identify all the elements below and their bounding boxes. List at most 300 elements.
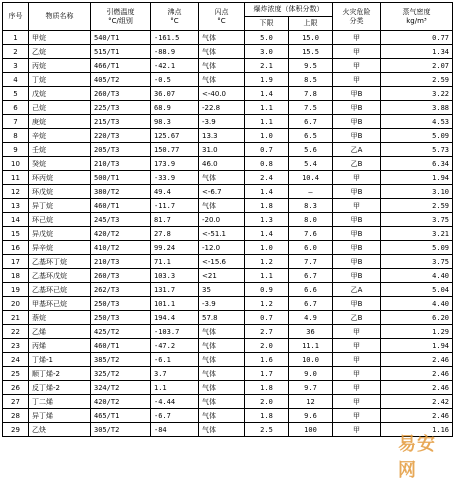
row-name: 环己烷	[29, 213, 91, 227]
table-row	[3, 311, 453, 325]
row-flash: 气体	[199, 73, 245, 87]
row-upper: 5.4	[289, 157, 333, 171]
row-lower: 1.0	[245, 129, 289, 143]
row-ignition: 500/T1	[91, 171, 151, 185]
row-ignition: 245/T3	[91, 213, 151, 227]
row-flash: -22.8	[199, 101, 245, 115]
table-row	[3, 157, 453, 171]
row-flash: 气体	[199, 409, 245, 423]
row-name: 异丁烷	[29, 199, 91, 213]
table-body	[3, 31, 453, 437]
row-name: 环戊烷	[29, 185, 91, 199]
row-flash: <21	[199, 269, 245, 283]
row-name: 庚烷	[29, 115, 91, 129]
row-vapor-density: 2.46	[381, 367, 453, 381]
row-fire-class: 甲B	[333, 101, 381, 115]
table-row	[3, 213, 453, 227]
row-flash: 气体	[199, 395, 245, 409]
table-row	[3, 59, 453, 73]
row-upper: 4.9	[289, 311, 333, 325]
row-boiling: -33.9	[151, 171, 199, 185]
row-fire-class: 甲B	[333, 213, 381, 227]
row-upper: 8.0	[289, 213, 333, 227]
table-row	[3, 129, 453, 143]
row-name: 乙基环己烷	[29, 283, 91, 297]
row-vapor-density: 1.94	[381, 339, 453, 353]
table-row	[3, 101, 453, 115]
row-boiling: 27.8	[151, 227, 199, 241]
row-boiling: -4.44	[151, 395, 199, 409]
row-upper: 8.3	[289, 199, 333, 213]
row-fire-class: 甲	[333, 339, 381, 353]
row-fire-class: 甲	[333, 31, 381, 45]
row-boiling: 71.1	[151, 255, 199, 269]
table-row	[3, 255, 453, 269]
row-name: 乙烷	[29, 45, 91, 59]
row-index: 2	[3, 45, 29, 59]
row-lower: 0.9	[245, 283, 289, 297]
row-vapor-density: 2.59	[381, 199, 453, 213]
row-vapor-density: 2.46	[381, 381, 453, 395]
row-vapor-density: 2.07	[381, 59, 453, 73]
row-boiling: 131.7	[151, 283, 199, 297]
row-index: 23	[3, 339, 29, 353]
row-boiling: 3.7	[151, 367, 199, 381]
row-boiling: 99.24	[151, 241, 199, 255]
row-flash: 气体	[199, 31, 245, 45]
row-ignition: 260/T3	[91, 269, 151, 283]
row-upper: 10.0	[289, 353, 333, 367]
row-fire-class: 甲	[333, 45, 381, 59]
row-name: 甲烷	[29, 31, 91, 45]
row-ignition: 425/T2	[91, 325, 151, 339]
row-vapor-density: 2.46	[381, 409, 453, 423]
row-index: 18	[3, 269, 29, 283]
row-upper: 11.1	[289, 339, 333, 353]
row-name: 壬烷	[29, 143, 91, 157]
row-upper: 7.7	[289, 255, 333, 269]
row-vapor-density: 5.73	[381, 143, 453, 157]
row-flash: -20.0	[199, 213, 245, 227]
header-fire-class: 火灾危险 分类	[333, 3, 381, 31]
row-lower: 1.3	[245, 213, 289, 227]
table-row	[3, 185, 453, 199]
table-row	[3, 73, 453, 87]
row-boiling: -0.5	[151, 73, 199, 87]
row-vapor-density: 1.29	[381, 325, 453, 339]
row-lower: 0.7	[245, 311, 289, 325]
table-row	[3, 115, 453, 129]
row-ignition: 220/T3	[91, 129, 151, 143]
row-ignition: 225/T3	[91, 101, 151, 115]
row-ignition: 385/T2	[91, 353, 151, 367]
row-name: 顺丁烯-2	[29, 367, 91, 381]
row-upper: 9.6	[289, 409, 333, 423]
row-index: 21	[3, 311, 29, 325]
row-lower: 2.5	[245, 423, 289, 437]
row-name: 辛烷	[29, 129, 91, 143]
row-name: 甲基环己烷	[29, 297, 91, 311]
row-index: 26	[3, 381, 29, 395]
table-row	[3, 143, 453, 157]
row-lower: 1.8	[245, 409, 289, 423]
row-vapor-density: 3.75	[381, 255, 453, 269]
row-boiling: 103.3	[151, 269, 199, 283]
row-flash: 气体	[199, 367, 245, 381]
row-lower: 1.6	[245, 353, 289, 367]
row-ignition: 260/T3	[91, 87, 151, 101]
row-lower: 5.0	[245, 31, 289, 45]
row-fire-class: 甲	[333, 325, 381, 339]
row-name: 戊烷	[29, 87, 91, 101]
row-fire-class: 甲B	[333, 185, 381, 199]
row-flash: 气体	[199, 45, 245, 59]
row-index: 24	[3, 353, 29, 367]
row-ignition: 515/T1	[91, 45, 151, 59]
row-name: 异戊烷	[29, 227, 91, 241]
row-index: 15	[3, 227, 29, 241]
row-lower: 3.0	[245, 45, 289, 59]
row-lower: 1.2	[245, 255, 289, 269]
row-ignition: 250/T3	[91, 311, 151, 325]
row-vapor-density: 0.77	[381, 31, 453, 45]
row-flash: 气体	[199, 339, 245, 353]
row-upper: 8.5	[289, 73, 333, 87]
row-index: 25	[3, 367, 29, 381]
row-fire-class: 甲B	[333, 255, 381, 269]
row-flash: 气体	[199, 423, 245, 437]
row-lower: 0.8	[245, 157, 289, 171]
row-ignition: 215/T3	[91, 115, 151, 129]
row-flash: 13.3	[199, 129, 245, 143]
row-ignition: 250/T3	[91, 297, 151, 311]
row-ignition: 262/T3	[91, 283, 151, 297]
row-boiling: 81.7	[151, 213, 199, 227]
row-flash: 46.0	[199, 157, 245, 171]
row-boiling: -47.2	[151, 339, 199, 353]
header-explosion: 爆炸浓度（体积分数）	[245, 3, 333, 17]
row-index: 22	[3, 325, 29, 339]
row-index: 28	[3, 409, 29, 423]
row-flash: 气体	[199, 199, 245, 213]
row-flash: 31.0	[199, 143, 245, 157]
row-lower: 1.0	[245, 241, 289, 255]
row-vapor-density: 5.09	[381, 129, 453, 143]
row-index: 4	[3, 73, 29, 87]
row-index: 3	[3, 59, 29, 73]
row-ignition: 465/T1	[91, 409, 151, 423]
table-header	[3, 3, 453, 31]
row-vapor-density: 4.40	[381, 297, 453, 311]
row-ignition: 420/T2	[91, 227, 151, 241]
table-row	[3, 283, 453, 297]
row-name: 丁烷	[29, 73, 91, 87]
row-vapor-density: 2.59	[381, 73, 453, 87]
row-name: 乙基环丁烷	[29, 255, 91, 269]
row-flash: 气体	[199, 353, 245, 367]
header-lower: 下限	[245, 17, 289, 31]
row-flash: <-51.1	[199, 227, 245, 241]
row-fire-class: 甲B	[333, 87, 381, 101]
table-row	[3, 31, 453, 45]
row-vapor-density: 4.40	[381, 269, 453, 283]
row-fire-class: 甲	[333, 381, 381, 395]
row-ignition: 210/T3	[91, 157, 151, 171]
row-upper: 6.0	[289, 241, 333, 255]
row-vapor-density: 1.34	[381, 45, 453, 59]
row-lower: 2.0	[245, 339, 289, 353]
row-fire-class: 乙B	[333, 157, 381, 171]
row-ignition: 460/T1	[91, 199, 151, 213]
row-boiling: -103.7	[151, 325, 199, 339]
table-row	[3, 269, 453, 283]
row-lower: 2.7	[245, 325, 289, 339]
row-lower: 2.4	[245, 171, 289, 185]
table-row	[3, 171, 453, 185]
row-ignition: 324/T2	[91, 381, 151, 395]
table-row	[3, 241, 453, 255]
row-fire-class: 甲	[333, 423, 381, 437]
row-vapor-density: 5.09	[381, 241, 453, 255]
row-upper: 15.0	[289, 31, 333, 45]
row-index: 6	[3, 101, 29, 115]
row-upper: 7.5	[289, 101, 333, 115]
row-flash: <-15.6	[199, 255, 245, 269]
row-vapor-density: 3.88	[381, 101, 453, 115]
row-index: 12	[3, 185, 29, 199]
row-boiling: -6.1	[151, 353, 199, 367]
row-boiling: 68.9	[151, 101, 199, 115]
row-flash: -12.0	[199, 241, 245, 255]
header-flash: 闪点 °C	[199, 3, 245, 31]
row-fire-class: 甲B	[333, 269, 381, 283]
row-upper: 9.7	[289, 381, 333, 395]
row-boiling: 49.4	[151, 185, 199, 199]
row-ignition: 410/T2	[91, 241, 151, 255]
row-name: 环丙烷	[29, 171, 91, 185]
row-fire-class: 甲	[333, 59, 381, 73]
row-fire-class: 甲B	[333, 115, 381, 129]
row-fire-class: 甲B	[333, 297, 381, 311]
row-boiling: 194.4	[151, 311, 199, 325]
row-flash: 气体	[199, 171, 245, 185]
row-vapor-density: 1.16	[381, 423, 453, 437]
row-lower: 1.4	[245, 87, 289, 101]
row-vapor-density: 2.42	[381, 395, 453, 409]
table-row	[3, 339, 453, 353]
row-index: 9	[3, 143, 29, 157]
row-name: 丁烯-1	[29, 353, 91, 367]
table-row	[3, 87, 453, 101]
row-boiling: -6.7	[151, 409, 199, 423]
row-boiling: -84	[151, 423, 199, 437]
row-index: 14	[3, 213, 29, 227]
row-name: 异辛烷	[29, 241, 91, 255]
row-flash: -3.9	[199, 115, 245, 129]
row-ignition: 466/T1	[91, 59, 151, 73]
row-lower: 1.2	[245, 297, 289, 311]
row-index: 5	[3, 87, 29, 101]
row-ignition: 540/T1	[91, 31, 151, 45]
row-index: 1	[3, 31, 29, 45]
row-vapor-density: 3.10	[381, 185, 453, 199]
row-vapor-density: 3.75	[381, 213, 453, 227]
row-boiling: -161.5	[151, 31, 199, 45]
row-name: 乙基环戊烷	[29, 269, 91, 283]
table-row	[3, 423, 453, 437]
row-flash: -3.9	[199, 297, 245, 311]
row-fire-class: 甲	[333, 409, 381, 423]
row-ignition: 380/T2	[91, 185, 151, 199]
row-flash: 57.8	[199, 311, 245, 325]
table-row	[3, 199, 453, 213]
row-lower: 1.1	[245, 115, 289, 129]
row-upper: 15.5	[289, 45, 333, 59]
row-name: 乙烯	[29, 325, 91, 339]
row-upper: 10.4	[289, 171, 333, 185]
row-flash: <-6.7	[199, 185, 245, 199]
row-fire-class: 甲B	[333, 129, 381, 143]
row-fire-class: 甲	[333, 171, 381, 185]
row-upper: 6.7	[289, 115, 333, 129]
row-upper: 12	[289, 395, 333, 409]
row-fire-class: 乙A	[333, 283, 381, 297]
row-name: 萘烷	[29, 311, 91, 325]
row-vapor-density: 4.53	[381, 115, 453, 129]
row-vapor-density: 2.46	[381, 353, 453, 367]
row-name: 乙炔	[29, 423, 91, 437]
row-boiling: 101.1	[151, 297, 199, 311]
row-boiling: 98.3	[151, 115, 199, 129]
header-upper: 上限	[289, 17, 333, 31]
watermark-logo: 易安网	[398, 434, 436, 481]
row-ignition: 210/T3	[91, 255, 151, 269]
row-index: 11	[3, 171, 29, 185]
row-boiling: -11.7	[151, 199, 199, 213]
row-lower: 1.8	[245, 199, 289, 213]
row-index: 10	[3, 157, 29, 171]
row-fire-class: 乙B	[333, 311, 381, 325]
row-lower: 1.8	[245, 381, 289, 395]
row-index: 29	[3, 423, 29, 437]
row-flash: <-40.0	[199, 87, 245, 101]
header-boiling: 沸点 °C	[151, 3, 199, 31]
row-fire-class: 甲	[333, 395, 381, 409]
row-boiling: 36.07	[151, 87, 199, 101]
row-lower: 1.7	[245, 367, 289, 381]
table-row	[3, 45, 453, 59]
row-lower: 2.1	[245, 59, 289, 73]
row-name: 癸烷	[29, 157, 91, 171]
row-boiling: 125.67	[151, 129, 199, 143]
row-fire-class: 甲	[333, 73, 381, 87]
row-boiling: -88.9	[151, 45, 199, 59]
row-fire-class: 乙A	[333, 143, 381, 157]
row-index: 13	[3, 199, 29, 213]
row-upper: 100	[289, 423, 333, 437]
row-upper: 6.6	[289, 283, 333, 297]
row-ignition: 420/T2	[91, 395, 151, 409]
row-ignition: 405/T2	[91, 73, 151, 87]
row-lower: 1.4	[245, 185, 289, 199]
table-row	[3, 367, 453, 381]
row-upper: 6.5	[289, 129, 333, 143]
row-name: 丙烷	[29, 59, 91, 73]
table-row	[3, 227, 453, 241]
row-upper: 9.5	[289, 59, 333, 73]
row-upper: 7.8	[289, 87, 333, 101]
row-index: 16	[3, 241, 29, 255]
row-name: 异丁烯	[29, 409, 91, 423]
table-row	[3, 325, 453, 339]
row-upper: 5.6	[289, 143, 333, 157]
row-lower: 0.7	[245, 143, 289, 157]
row-vapor-density: 3.22	[381, 87, 453, 101]
row-lower: 2.0	[245, 395, 289, 409]
row-vapor-density: 6.20	[381, 311, 453, 325]
row-flash: 气体	[199, 325, 245, 339]
header-vapor-density: 蒸气密度 kg/m³	[381, 3, 453, 31]
row-upper: —	[289, 185, 333, 199]
header-index: 序号	[3, 3, 29, 31]
row-index: 27	[3, 395, 29, 409]
row-upper: 9.0	[289, 367, 333, 381]
row-boiling: 150.77	[151, 143, 199, 157]
row-name: 己烷	[29, 101, 91, 115]
row-lower: 1.4	[245, 227, 289, 241]
row-boiling: 1.1	[151, 381, 199, 395]
row-vapor-density: 5.04	[381, 283, 453, 297]
row-upper: 6.7	[289, 269, 333, 283]
row-fire-class: 甲B	[333, 241, 381, 255]
table-row	[3, 395, 453, 409]
row-boiling: 173.9	[151, 157, 199, 171]
row-fire-class: 甲	[333, 199, 381, 213]
row-upper: 6.7	[289, 297, 333, 311]
row-lower: 1.1	[245, 101, 289, 115]
header-ignition: 引燃温度 °C/组别	[91, 3, 151, 31]
row-flash: 35	[199, 283, 245, 297]
row-upper: 7.6	[289, 227, 333, 241]
table-row	[3, 297, 453, 311]
row-name: 丙烯	[29, 339, 91, 353]
row-name: 丁二烯	[29, 395, 91, 409]
table-row	[3, 353, 453, 367]
hydrocarbon-properties-table	[2, 2, 453, 437]
row-fire-class: 甲	[333, 367, 381, 381]
row-ignition: 305/T2	[91, 423, 151, 437]
row-ignition: 460/T1	[91, 339, 151, 353]
row-index: 17	[3, 255, 29, 269]
header-name: 物质名称	[29, 3, 91, 31]
row-name: 反丁烯-2	[29, 381, 91, 395]
row-lower: 1.1	[245, 269, 289, 283]
row-upper: 36	[289, 325, 333, 339]
row-ignition: 325/T2	[91, 367, 151, 381]
row-lower: 1.9	[245, 73, 289, 87]
table-row	[3, 381, 453, 395]
row-boiling: -42.1	[151, 59, 199, 73]
row-index: 19	[3, 283, 29, 297]
row-vapor-density: 1.94	[381, 171, 453, 185]
row-fire-class: 甲	[333, 353, 381, 367]
row-ignition: 205/T3	[91, 143, 151, 157]
row-index: 20	[3, 297, 29, 311]
row-fire-class: 甲B	[333, 227, 381, 241]
row-flash: 气体	[199, 381, 245, 395]
row-vapor-density: 3.21	[381, 227, 453, 241]
row-index: 7	[3, 115, 29, 129]
